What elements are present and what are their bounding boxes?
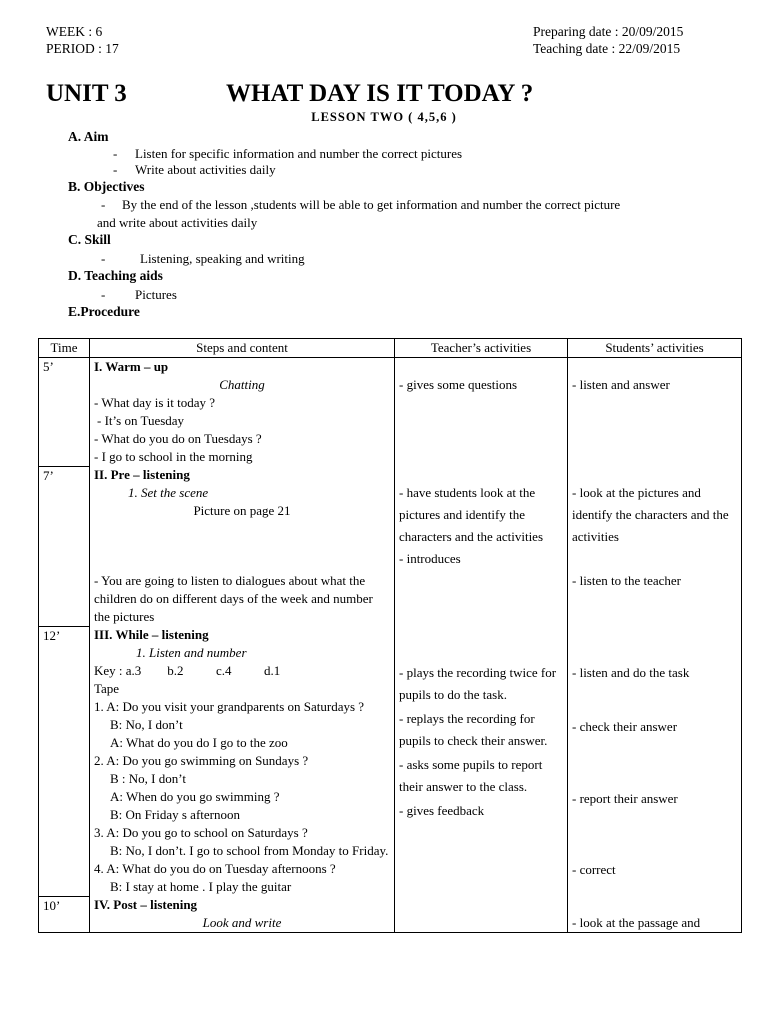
objectives-line-1: By the end of the lesson ,students will be able to get information and number the correct picture bbox=[122, 197, 621, 212]
teaching-date: Teaching date : 22/09/2015 bbox=[533, 41, 681, 56]
teacher-warm-text: - gives some questions bbox=[399, 377, 518, 392]
aim-bullet-2: - bbox=[113, 162, 118, 177]
warm-line-2: - It’s on Tuesday bbox=[97, 413, 185, 428]
student-while-listening bbox=[568, 626, 742, 896]
student-pre-listening bbox=[568, 466, 742, 626]
student-pre-text-2: - listen to the teacher bbox=[572, 573, 682, 588]
skill-item: Listening, speaking and writing bbox=[140, 251, 305, 266]
student-while-2: - check their answer bbox=[572, 719, 678, 734]
pre-heading: II. Pre – listening bbox=[94, 467, 190, 482]
student-while-4: - correct bbox=[572, 862, 616, 877]
student-while-3: - report their answer bbox=[572, 791, 678, 806]
pre-picture: Picture on page 21 bbox=[193, 503, 291, 518]
steps-while-listening bbox=[90, 626, 395, 896]
while-sub: 1. Listen and number bbox=[136, 645, 247, 660]
table-row-while-listening bbox=[39, 626, 742, 896]
teacher-while-3: - asks some pupils to report their answer to the class. bbox=[399, 757, 543, 794]
teacher-pre-text-2: - introduces bbox=[399, 551, 461, 566]
student-while-1: - listen and do the task bbox=[572, 665, 690, 680]
warm-up-sub: Chatting bbox=[219, 377, 265, 392]
teacher-while-1: - plays the recording twice for pupils to do the task. bbox=[399, 665, 557, 702]
tape-line-2: B: No, I don’t bbox=[110, 717, 183, 732]
procedure-table bbox=[38, 338, 742, 933]
teacher-while-4: - gives feedback bbox=[399, 803, 485, 818]
post-heading: IV. Post – listening bbox=[94, 897, 198, 912]
student-pre-text-1: - look at the pictures and identify the characters and the activities bbox=[572, 485, 729, 544]
header-time: Time bbox=[39, 339, 90, 358]
warm-line-4: - I go to school in the morning bbox=[94, 449, 253, 464]
section-aim: A. Aim bbox=[68, 129, 109, 144]
warm-line-1: - What day is it today ? bbox=[94, 395, 216, 410]
section-teaching-aids: D. Teaching aids bbox=[68, 268, 163, 283]
section-skill: C. Skill bbox=[68, 232, 111, 247]
time-while-listening: 12’ bbox=[39, 626, 90, 896]
pre-intro: - You are going to listen to dialogues about what the children do on different days of the week and number the pictures bbox=[94, 573, 373, 624]
student-post-text: - look at the passage and bbox=[572, 915, 701, 930]
student-post-listening bbox=[568, 896, 742, 933]
tape-line-8: 3. A: Do you go to school on Saturdays ? bbox=[94, 825, 308, 840]
tape-line-11: B: I stay at home . I play the guitar bbox=[110, 879, 292, 894]
tape-line-1: 1. A: Do you visit your grandparents on Saturdays ? bbox=[94, 699, 365, 714]
tape-line-6: A: When do you go swimming ? bbox=[110, 789, 280, 804]
unit-number: UNIT 3 bbox=[46, 80, 127, 107]
teacher-while-2: - replays the recording for pupils to check their answer. bbox=[399, 711, 548, 748]
week-label: WEEK : 6 bbox=[46, 24, 103, 39]
teacher-pre-text-1: - have students look at the pictures and identify the characters and the activities bbox=[399, 485, 544, 544]
steps-post-listening bbox=[90, 896, 395, 933]
student-warm-text: - listen and answer bbox=[572, 377, 670, 392]
time-pre-listening: 7’ bbox=[39, 466, 90, 626]
header-teacher: Teacher’s activities bbox=[395, 339, 568, 358]
skill-bullet: - bbox=[101, 251, 106, 266]
teacher-post-listening bbox=[395, 896, 568, 933]
lesson-title: LESSON TWO ( 4,5,6 ) bbox=[311, 110, 457, 124]
table-row-pre-listening bbox=[39, 466, 742, 626]
steps-pre-listening bbox=[90, 466, 395, 626]
section-objectives: B. Objectives bbox=[68, 179, 145, 194]
tape-line-4: 2. A: Do you go swimming on Sundays ? bbox=[94, 753, 309, 768]
tape-line-9: B: No, I don’t. I go to school from Monday to Friday. bbox=[110, 843, 389, 858]
aim-bullet-1: - bbox=[113, 146, 118, 161]
tape-line-7: B: On Friday s afternoon bbox=[110, 807, 240, 822]
tape-line-3: A: What do you do I go to the zoo bbox=[110, 735, 288, 750]
time-warm-up: 5’ bbox=[39, 358, 90, 467]
warm-line-3: - What do you do on Tuesdays ? bbox=[94, 431, 262, 446]
objectives-bullet: - bbox=[101, 197, 106, 212]
table-header-row bbox=[39, 339, 742, 358]
tape-line-5: B : No, I don’t bbox=[110, 771, 186, 786]
period-label: PERIOD : 17 bbox=[46, 41, 119, 56]
teacher-pre-listening bbox=[395, 466, 568, 626]
time-post-listening: 10’ bbox=[39, 896, 90, 933]
warm-up-heading: I. Warm – up bbox=[94, 359, 169, 374]
post-sub: Look and write bbox=[202, 915, 282, 930]
header-students: Students’ activities bbox=[568, 339, 742, 358]
section-procedure: E.Procedure bbox=[68, 304, 140, 319]
aim-item-2: Write about activities daily bbox=[135, 162, 276, 177]
aids-bullet: - bbox=[101, 287, 106, 302]
aids-item: Pictures bbox=[135, 287, 177, 302]
header-steps: Steps and content bbox=[90, 339, 395, 358]
tape-line-10: 4. A: What do you do on Tuesday afternoons ? bbox=[94, 861, 336, 876]
teacher-warm-up bbox=[395, 358, 568, 467]
table-row-post-listening bbox=[39, 896, 742, 933]
teacher-while-listening bbox=[395, 626, 568, 896]
aim-item-1: Listen for specific information and number the correct pictures bbox=[135, 146, 463, 161]
table-row-warm-up bbox=[39, 358, 742, 467]
preparing-date: Preparing date : 20/09/2015 bbox=[533, 24, 684, 39]
steps-warm-up bbox=[90, 358, 395, 467]
while-heading: III. While – listening bbox=[94, 627, 209, 642]
student-warm-up bbox=[568, 358, 742, 467]
objectives-line-2: and write about activities daily bbox=[97, 215, 258, 230]
while-tape: Tape bbox=[94, 681, 120, 696]
pre-sub: 1. Set the scene bbox=[128, 485, 209, 500]
while-key: Key : a.3 b.2 c.4 d.1 bbox=[94, 663, 281, 678]
unit-title: WHAT DAY IS IT TODAY ? bbox=[226, 80, 534, 107]
